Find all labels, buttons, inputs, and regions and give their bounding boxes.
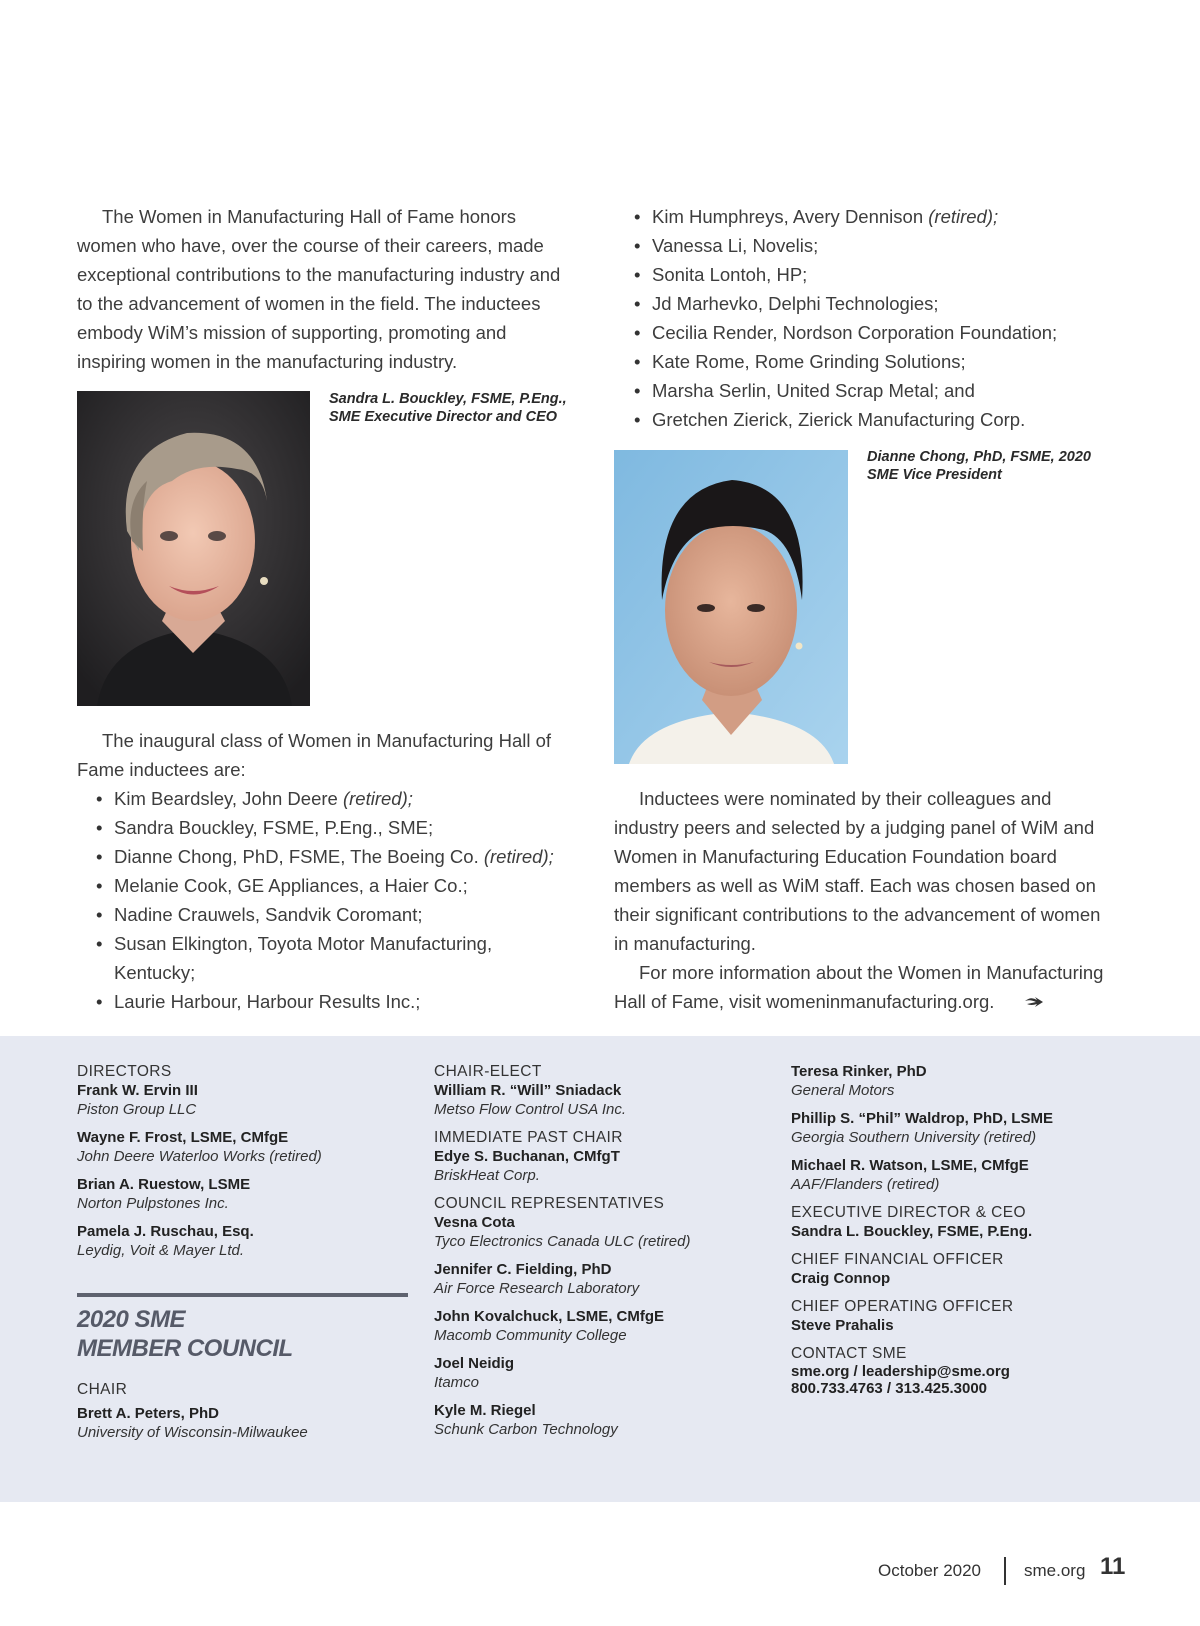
coo-name: Steve Prahalis bbox=[791, 1317, 894, 1334]
directors-column bbox=[77, 1062, 407, 1269]
chair-elect-label: CHAIR-ELECT bbox=[434, 1063, 542, 1080]
inductee-column-right bbox=[614, 202, 1119, 434]
list-item: • Kate Rome, Rome Grinding Solutions; bbox=[614, 347, 1119, 376]
more-info-paragraph bbox=[614, 958, 1119, 1018]
end-mark-icon bbox=[998, 989, 1045, 1018]
cfo-label: CHIEF FINANCIAL OFFICER bbox=[791, 1251, 1004, 1268]
inaugural-intro: The inaugural class of Women in Manufacturing Hall of Fame inductees are: bbox=[77, 730, 552, 780]
list-item: • Laurie Harbour, Harbour Results Inc.; bbox=[77, 987, 577, 1016]
rep-name: Kyle M. Riegel bbox=[434, 1402, 536, 1419]
chair-elect-org: Metso Flow Control USA Inc. bbox=[434, 1101, 627, 1118]
director-org: Piston Group LLC bbox=[77, 1101, 197, 1118]
footer-date: October 2020 bbox=[878, 1561, 982, 1580]
past-chair-name: Edye S. Buchanan, CMfgT bbox=[434, 1148, 620, 1165]
photo-caption-right: Dianne Chong, PhD, FSME, 2020 SME Vice President bbox=[867, 449, 1091, 483]
council-title-rule bbox=[77, 1293, 408, 1297]
rep-entry bbox=[434, 1354, 774, 1392]
list-item: • Marsha Serlin, United Scrap Metal; and bbox=[614, 376, 1119, 405]
list-item: • Susan Elkington, Toyota Motor Manufacturing, Kentucky; bbox=[77, 929, 577, 987]
coo-entry bbox=[791, 1316, 1131, 1335]
director-org: John Deere Waterloo Works (retired) bbox=[77, 1148, 322, 1165]
rep-entry bbox=[791, 1062, 1131, 1100]
list-item: • Nadine Crauwels, Sandvik Coromant; bbox=[77, 900, 577, 929]
list-item: • Jd Marhevko, Delphi Technologies; bbox=[614, 289, 1119, 318]
past-chair-org: BriskHeat Corp. bbox=[434, 1167, 540, 1184]
chair-label: CHAIR bbox=[77, 1381, 128, 1398]
rep-name: John Kovalchuck, LSME, CMfgE bbox=[434, 1308, 665, 1325]
chair-elect-column bbox=[434, 1062, 774, 1448]
chair-elect-name: William R. “Will” Sniadack bbox=[434, 1082, 622, 1099]
exec-director-name: Sandra L. Bouckley, FSME, P.Eng. bbox=[791, 1223, 1033, 1240]
contact-web-email: sme.org / leadership@sme.org bbox=[791, 1363, 1010, 1380]
cfo-entry bbox=[791, 1269, 1131, 1288]
contact-phones: 800.733.4763 / 313.425.3000 bbox=[791, 1380, 988, 1397]
director-name: Frank W. Ervin III bbox=[77, 1082, 198, 1099]
director-entry bbox=[77, 1081, 407, 1119]
exec-director-entry bbox=[791, 1222, 1131, 1241]
council-title-line2: MEMBER COUNCIL bbox=[77, 1335, 293, 1362]
portrait-graphic-left bbox=[77, 391, 310, 706]
past-chair-entry bbox=[434, 1147, 774, 1185]
director-name: Brian A. Ruestow, LSME bbox=[77, 1176, 251, 1193]
rep-org: Itamco bbox=[434, 1374, 480, 1391]
rep-entry bbox=[434, 1213, 774, 1251]
cfo-name: Craig Connop bbox=[791, 1270, 891, 1287]
rep-name: Michael R. Watson, LSME, CMfgE bbox=[791, 1157, 1029, 1174]
inductee-list-right bbox=[614, 202, 1119, 434]
directors-label: DIRECTORS bbox=[77, 1063, 172, 1080]
rep-org: Georgia Southern University (retired) bbox=[791, 1129, 1037, 1146]
list-item: • Cecilia Render, Nordson Corporation Foundation; bbox=[614, 318, 1119, 347]
director-org: Norton Pulpstones Inc. bbox=[77, 1195, 229, 1212]
more-info-text: For more information about the Women in Manufacturing Hall of Fame, visit womeninmanufacturing.org. bbox=[614, 962, 1104, 1012]
rep-name: Jennifer C. Fielding, PhD bbox=[434, 1261, 612, 1278]
list-item: • Gretchen Zierick, Zierick Manufacturing Corp. bbox=[614, 405, 1119, 434]
rep-entry bbox=[434, 1401, 774, 1439]
coo-label: CHIEF OPERATING OFFICER bbox=[791, 1298, 1014, 1315]
past-chair-label: IMMEDIATE PAST CHAIR bbox=[434, 1129, 623, 1146]
inductee-list-left bbox=[77, 784, 577, 1016]
rep-entry bbox=[791, 1109, 1131, 1147]
director-name: Wayne F. Frost, LSME, CMfgE bbox=[77, 1129, 289, 1146]
council-title-line1: 2020 SME bbox=[77, 1306, 186, 1333]
rep-org: Air Force Research Laboratory bbox=[434, 1280, 640, 1297]
rep-org: Tyco Electronics Canada ULC (retired) bbox=[434, 1233, 691, 1250]
exec-director-label: EXECUTIVE DIRECTOR & CEO bbox=[791, 1204, 1026, 1221]
list-item: • Sandra Bouckley, FSME, P.Eng., SME; bbox=[77, 813, 577, 842]
rep-org: AAF/Flanders (retired) bbox=[791, 1176, 940, 1193]
director-org: Leydig, Voit & Mayer Ltd. bbox=[77, 1242, 245, 1259]
footer-divider bbox=[1004, 1557, 1006, 1585]
photo-sandra-bouckley bbox=[77, 391, 310, 706]
chair-name: Brett A. Peters, PhD bbox=[77, 1405, 219, 1422]
photo-dianne-chong bbox=[614, 450, 848, 764]
director-name: Pamela J. Ruschau, Esq. bbox=[77, 1223, 254, 1240]
chair-org: University of Wisconsin-Milwaukee bbox=[77, 1424, 308, 1441]
page-number: 11 bbox=[1100, 1553, 1126, 1580]
rep-org: Schunk Carbon Technology bbox=[434, 1421, 618, 1438]
rep-name: Teresa Rinker, PhD bbox=[791, 1063, 927, 1080]
list-item: • Kim Beardsley, John Deere (retired); bbox=[77, 784, 577, 813]
reps-label: COUNCIL REPRESENTATIVES bbox=[434, 1195, 665, 1212]
chair-elect-entry bbox=[434, 1081, 774, 1119]
footer-site: sme.org bbox=[1024, 1561, 1086, 1580]
director-entry bbox=[77, 1128, 407, 1166]
nomination-paragraph: Inductees were nominated by their colleagues and industry peers and selected by a judging panel of WiM and Women in Manufacturing Education Foundation board members as well as WiM staff. Each was chosen based on their significant contributions to the advancement of women in manufacturing. bbox=[614, 788, 1101, 954]
inaugural-section bbox=[77, 726, 577, 1016]
director-entry bbox=[77, 1222, 407, 1260]
rep-entry bbox=[791, 1156, 1131, 1194]
photo-caption-left: Sandra L. Bouckley, FSME, P.Eng., SME Executive Director and CEO bbox=[329, 391, 567, 425]
list-item: • Melanie Cook, GE Appliances, a Haier Co.; bbox=[77, 871, 577, 900]
rep-name: Phillip S. “Phil” Waldrop, PhD, LSME bbox=[791, 1110, 1053, 1127]
chair-block bbox=[77, 1380, 407, 1442]
rep-org: General Motors bbox=[791, 1082, 895, 1099]
rep-entry bbox=[434, 1260, 774, 1298]
list-item: • Vanessa Li, Novelis; bbox=[614, 231, 1119, 260]
list-item: • Sonita Lontoh, HP; bbox=[614, 260, 1119, 289]
rep-name: Vesna Cota bbox=[434, 1214, 515, 1231]
list-item: • Dianne Chong, PhD, FSME, The Boeing Co. (retired); bbox=[77, 842, 577, 871]
portrait-graphic-right bbox=[614, 450, 848, 764]
intro-paragraph: The Women in Manufacturing Hall of Fame honors women who have, over the course of their careers, made exceptional contributions to the manufacturing industry and to the advancement of women in the field. The inductees embody WiM’s mission of supporting, promoting and inspiring women in the manufacturing industry. bbox=[77, 206, 561, 372]
director-entry bbox=[77, 1175, 407, 1213]
council-title bbox=[77, 1305, 293, 1363]
rep-name: Joel Neidig bbox=[434, 1355, 515, 1372]
intro-column bbox=[77, 202, 577, 376]
officers-column bbox=[791, 1062, 1131, 1397]
contact-label: CONTACT SME bbox=[791, 1345, 907, 1362]
list-item: • Kim Humphreys, Avery Dennison (retired); bbox=[614, 202, 1119, 231]
rep-org: Macomb Community College bbox=[434, 1327, 627, 1344]
nomination-section bbox=[614, 784, 1119, 1018]
rep-entry bbox=[434, 1307, 774, 1345]
